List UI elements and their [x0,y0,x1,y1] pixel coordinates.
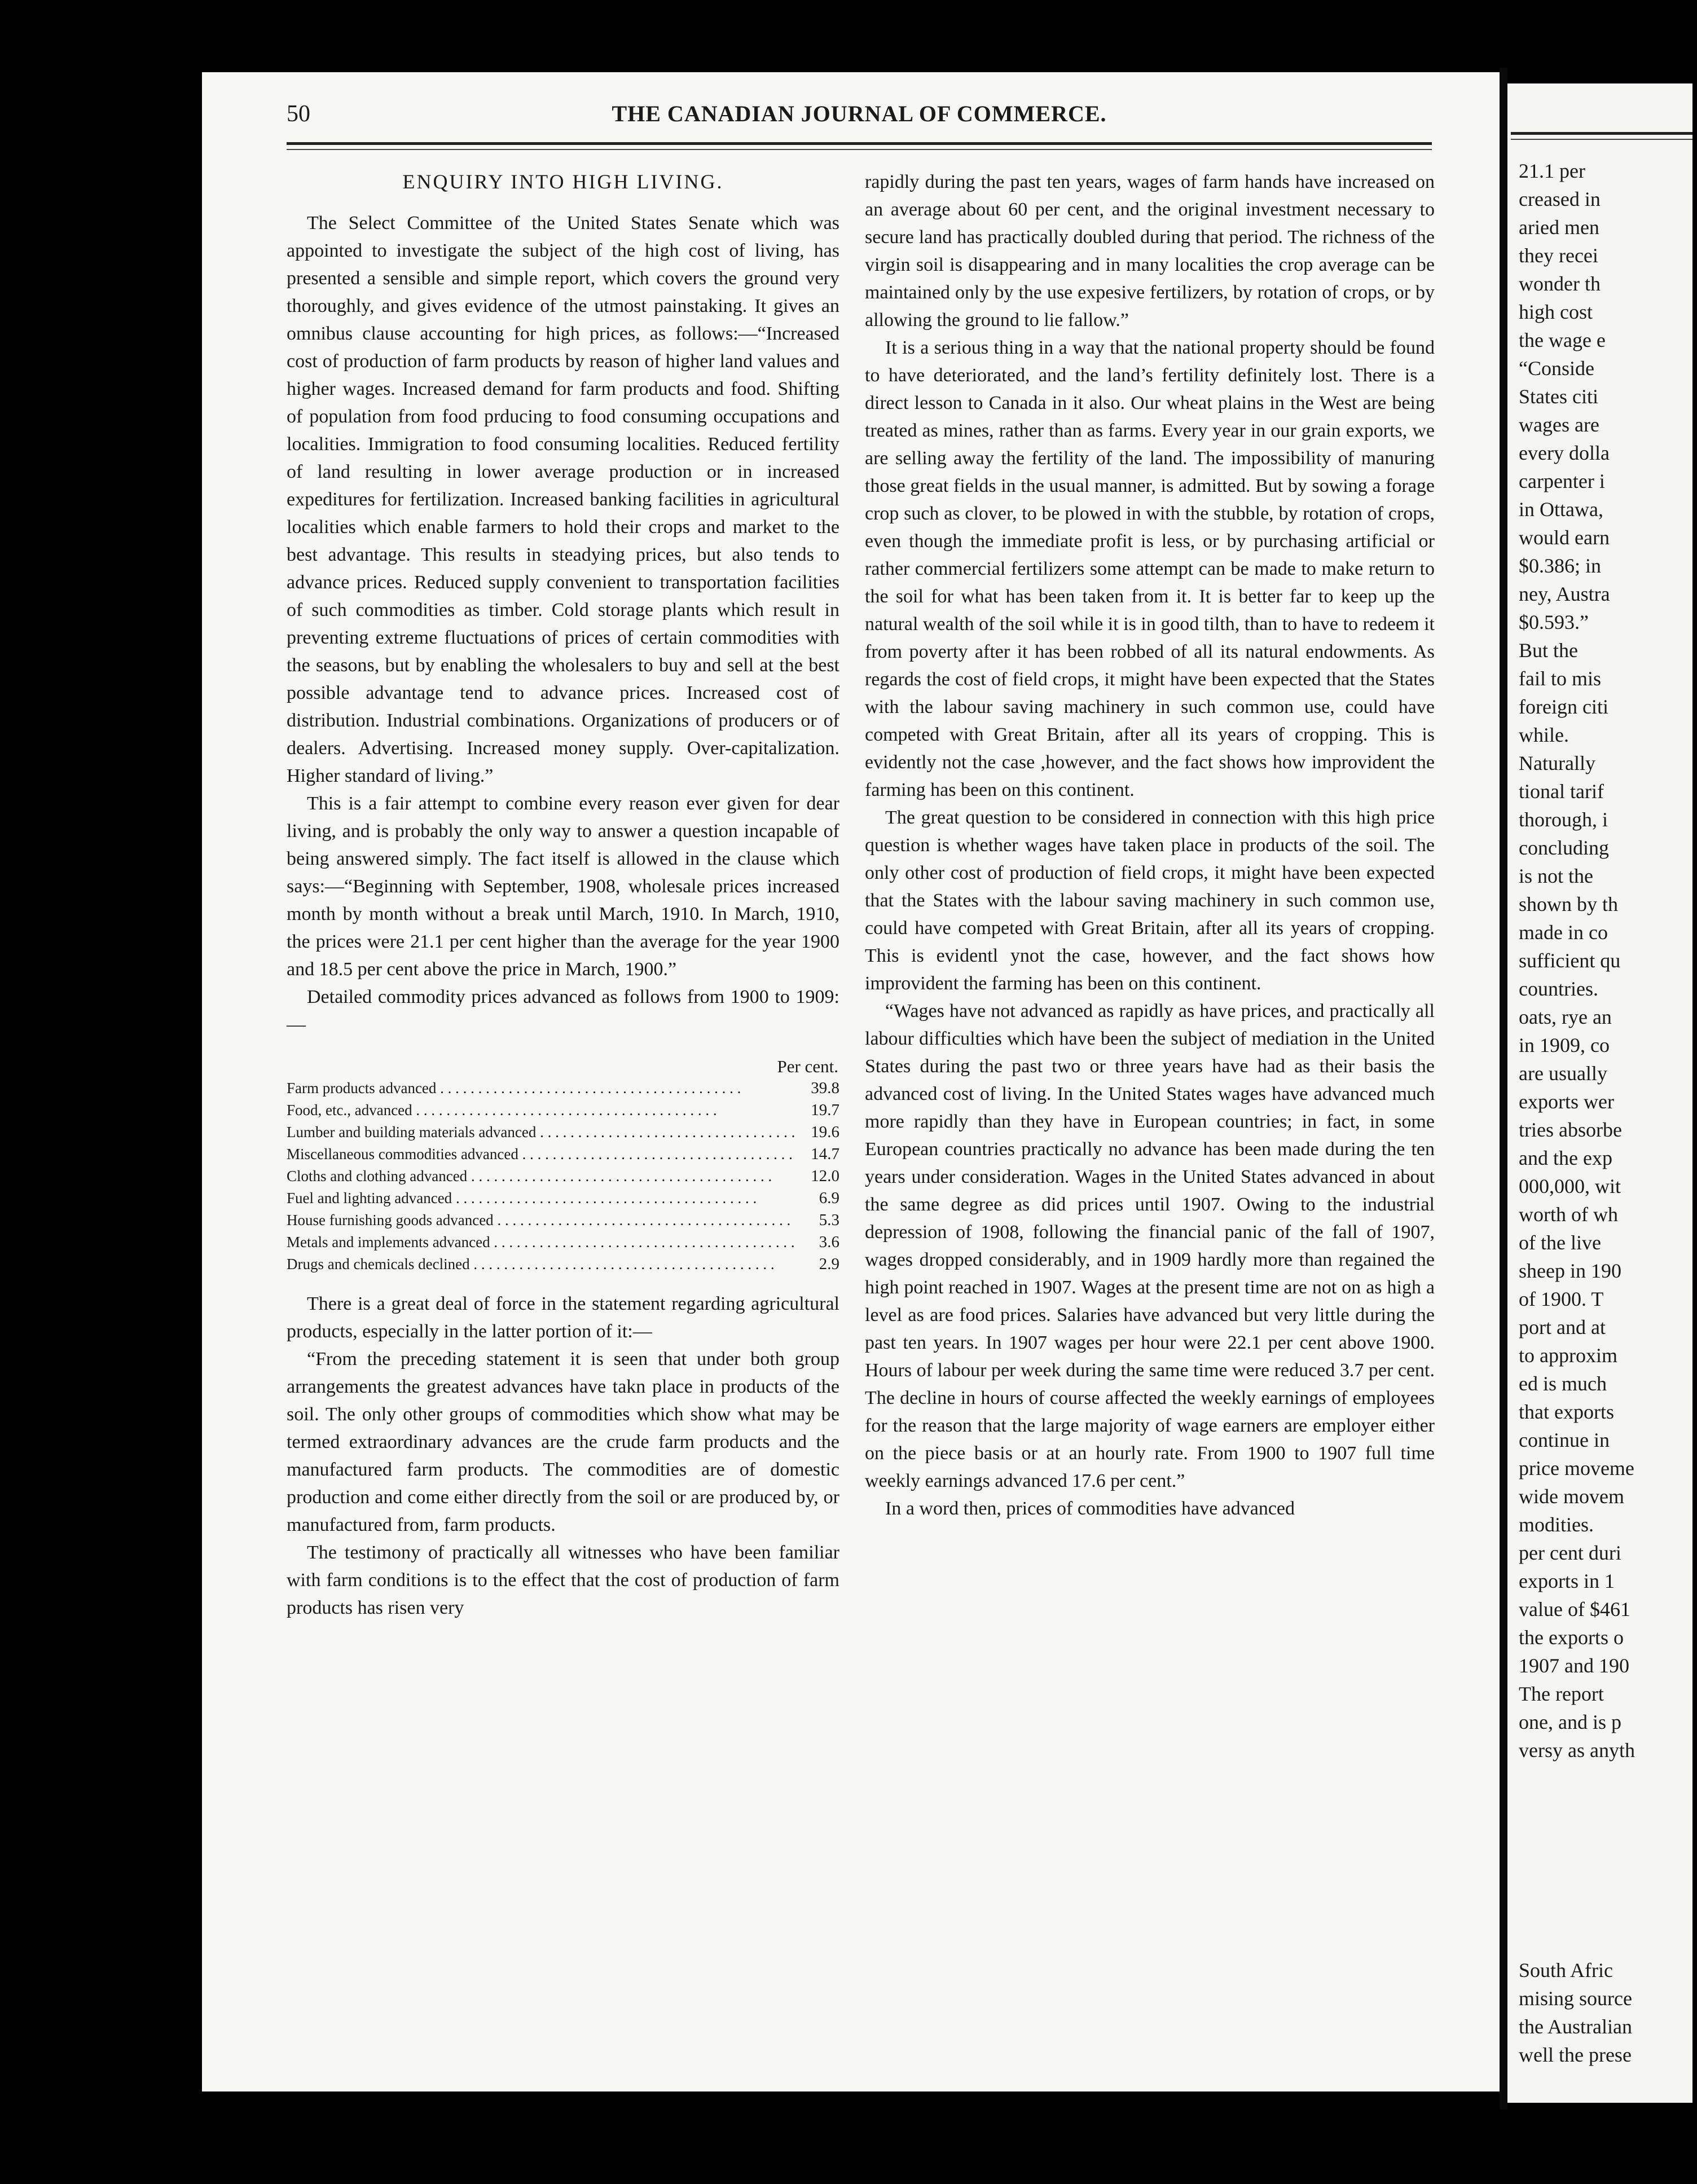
fragment-line: in Ottawa, [1519,498,1603,521]
table-row [287,1143,839,1165]
row-value: 5.3 [819,1211,839,1229]
fragment-line: Naturally [1519,752,1595,774]
fragment-line: wide movem [1519,1485,1624,1508]
fragment-line: shown by th [1519,893,1619,915]
fragment-line: But the [1519,639,1578,662]
row-label: Miscellaneous commodities advanced . . . [287,1143,794,1165]
fragment-line: is not the [1519,865,1593,887]
fragment-line: the wage e [1519,329,1606,351]
row-value: 14.7 [811,1145,839,1163]
row-label: Metals and implements advanced . . . [287,1231,794,1253]
paragraph: There is a great deal of force in the statement regarding agricultural products, especially in the latter portion of it:— [287,1293,839,1342]
fragment-line: continue in [1519,1429,1610,1451]
table-row [287,1099,839,1121]
fragment-line: port and at [1519,1316,1606,1338]
fragment-line: sheep in 190 [1519,1260,1621,1282]
row-value: 39.8 [811,1079,839,1097]
fragment-line: tional tarif [1519,780,1604,803]
fragment-line: 21.1 per [1519,160,1585,182]
row-value: 19.6 [811,1123,839,1141]
next-page-top-lines [1519,157,1697,1764]
row-label: Fuel and lighting advanced . . . [287,1187,794,1209]
fragment-line: foreign citi [1519,695,1608,718]
page-edge [1692,0,1697,2184]
fragment-line: fail to mis [1519,667,1601,690]
paragraph: rapidly during the past ten years, wages of farm hands have increased on an average about 60 per cent, and the original investment necessary to secure land has practically doubled during that period. The richness of the virgin soil is disappearing and in many localities the crop average can be maintained only by the use expesive fertilizers, by rotation of crops, or by allowing the ground to lie fallow.” [865,171,1435,331]
fragment-line: countries. [1519,977,1598,1000]
row-label: Drugs and chemicals declined . . . [287,1253,794,1275]
row-value: 2.9 [819,1255,839,1273]
next-page-bottom-lines [1519,1956,1697,2069]
fragment-line: mising source [1519,1987,1632,2010]
table-row [287,1187,839,1209]
row-value: 19.7 [811,1101,839,1119]
fragment-line: would earn [1519,526,1610,549]
paragraph: The Select Committee of the United States Senate which was appointed to investigate the subject of the high cost of living, has presented a sensible and simple report, which covers the ground very thoroughly, and gives evidence of the utmost painstaking. It gives an omnibus clause accounting for high prices, as follows:—“Increased cost of production of farm products by reason of higher land values and higher wages. Increased demand for farm products and food. Shifting of population from food prducing to food consuming occupations and localities. Immigration to food consuming localities. Reduced fertility of land resulting in lower average production or in increased expeditures for fertilization. Increased banking facilities in agricultural localities which enable farmers to hold their crops and market to the best advantage. This results in steadying prices, but also tends to advance prices. Reduced supply convenient to transportation facilities of such commodities as timber. Cold storage plants which result in preventing extreme fluctuations of prices of certain commodities with the seasons, but by enabling the wholesalers to buy and sell at the best possible advantage tend to advance prices. Increased cost of distribution. Industrial combinations. Organizations of producers or of dealers. Advertising. Increased money supply. Over-capitalization. Higher standard of living.” [287,213,839,786]
fragment-line: concluding [1519,836,1609,859]
fragment-line: “Conside [1519,357,1594,380]
fragment-line: thorough, i [1519,808,1608,831]
table-row [287,1231,839,1253]
table-row [287,1121,839,1143]
journal-title: THE CANADIAN JOURNAL OF COMMERCE. [612,101,1107,126]
paragraph: “From the preceding statement it is seen that under both group arrangements the greatest advances have takn place in products of the soil. The only other groups of commodities which show what may be termed extraordinary advances are the crude farm products and the manufactured farm products. The commodities are of domestic production and come either directly from the soil or are produced by, or manufactured from, farm products. [287,1349,839,1535]
article-title: ENQUIRY INTO HIGH LIVING. [402,170,724,193]
fragment-line: States citi [1519,385,1598,408]
paragraph: The great question to be considered in connection with this high price question is whether wages have taken place in products of the soil. The only other cost of production of field crops, it might have been expected that the States with the labour saving machinery in such common use, could have competed with Great Britain, after all its years of cropping. This is evidentl ynot the case, however, and the fact shows how improvident the farming has been on this continent. [865,807,1435,994]
paragraph: This is a fair attempt to combine every reason ever given for dear living, and is probably the only way to answer a question incapable of being answered simply. The fact itself is allowed in the clause which says:—“Beginning with September, 1908, wholesale prices increased month by month without a break until March, 1910. In March, 1910, the prices were 21.1 per cent higher than the average for the year 1900 and 18.5 per cent above the price in March, 1900.” [287,793,839,980]
fragment-line: to approxim [1519,1344,1617,1367]
fragment-line: well the prese [1519,2044,1632,2066]
fragment-line: 000,000, wit [1519,1175,1621,1197]
fragment-line: of the live [1519,1231,1601,1254]
fragment-line: exports wer [1519,1090,1614,1113]
table-header: Per cent. [777,1056,838,1076]
next-page-fragment [1507,83,1697,2103]
left-column [287,168,839,1622]
row-label: Farm products advanced . . . [287,1077,794,1099]
header-rule-thin [287,149,1432,150]
row-label: Lumber and building materials advanced . . . [287,1121,794,1143]
page-header [287,100,1432,140]
fragment-line: every dolla [1519,442,1610,464]
row-label: House furnishing goods advanced . . . [287,1209,794,1231]
fragment-line: sufficient qu [1519,949,1621,972]
fragment-line: aried men [1519,216,1599,239]
middle-column [865,168,1435,1522]
row-value: 6.9 [819,1189,839,1207]
fragment-line: they recei [1519,244,1598,267]
fragment-line: one, and is p [1519,1711,1621,1733]
fragment-line: oats, rye an [1519,1006,1612,1028]
paragraph: Detailed commodity prices advanced as follows from 1900 to 1909:— [287,987,839,1035]
page-number: 50 [287,101,310,127]
commodity-price-table [287,1055,839,1275]
fragment-line: price moveme [1519,1457,1634,1480]
fragment-line: creased in [1519,188,1601,210]
fragment-line: modities. [1519,1513,1594,1536]
fragment-line: ed is much [1519,1372,1607,1395]
table-row [287,1253,839,1275]
fragment-line: The report [1519,1683,1604,1705]
fragment-line: per cent duri [1519,1542,1621,1564]
fragment-line: value of $461 [1519,1598,1630,1621]
paragraph: In a word then, prices of commodities have advanced [885,1498,1295,1519]
fragment-line: of 1900. T [1519,1288,1604,1310]
fragment-line: tries absorbe [1519,1119,1622,1141]
fragment-line: worth of wh [1519,1203,1618,1226]
fragment-line: $0.593.” [1519,611,1589,633]
fragment-line: South Afric [1519,1959,1613,1982]
page-gutter [1500,68,1507,2110]
fragment-line: wages are [1519,413,1599,436]
row-label: Cloths and clothing advanced . . . [287,1165,794,1187]
fragment-line: the Australian [1519,2015,1632,2038]
fragment-line: exports in 1 [1519,1570,1615,1592]
paragraph: The testimony of practically all witnesses who have been familiar with farm conditions is to the effect that the cost of production of farm products has risen very [287,1542,839,1618]
fragment-line: versy as anyth [1519,1739,1635,1762]
fragment-line: the exports o [1519,1626,1624,1649]
header-rule [1511,132,1697,135]
table-row [287,1165,839,1187]
fragment-line: high cost [1519,301,1593,323]
fragment-line: made in co [1519,921,1608,944]
fragment-line: and the exp [1519,1147,1612,1169]
table-row [287,1077,839,1099]
table-row [287,1209,839,1231]
row-value: 12.0 [811,1167,839,1185]
fragment-line: in 1909, co [1519,1034,1610,1056]
row-value: 3.6 [819,1233,839,1251]
fragment-line: while. [1519,724,1569,746]
fragment-line: carpenter i [1519,470,1605,492]
fragment-line: ney, Austra [1519,583,1610,605]
fragment-line: are usually [1519,1062,1607,1085]
fragment-line: that exports [1519,1401,1614,1423]
paragraph: It is a serious thing in a way that the national property should be found to have deteriorated, and the land’s fertility definitely lost. There is a direct lesson to Canada in it also. Our wheat plains in the West are being treated as mines, rather than as farms. Every year in our grain exports, we are selling away the fertility of the land. The impossibility of manuring those great fields in the usual manner, is admitted. But by sowing a forage crop such as clover, to be plowed in with the stubble, by rotation of crops, even though the immediate profit is less, or by purchasing artificial or rather commercial fertilizers some attempt can be made to make return to the soil for what has been taken from it. It is better far to keep up the natural wealth of the soil while it is in good tilth, than to have to redeem it from poverty after it has been robbed of all its natural endowments. As regards the cost of field crops, it might have been expected that the States with the labour saving machinery in such common use, could have competed with Great Britain, after all its years of cropping. This is evidently not the case ,however, and the fact shows how improvident the farming has been on this continent. [865,337,1435,800]
fragment-line: $0.386; in [1519,554,1602,577]
journal-page [202,72,1500,2091]
header-rule-thin [1511,139,1697,140]
header-rule [287,142,1432,145]
row-label: Food, etc., advanced . . . [287,1099,794,1121]
fragment-line: 1907 and 190 [1519,1654,1629,1677]
paragraph: “Wages have not advanced as rapidly as have prices, and practically all labour difficulties which have been the subject of mediation in the United States during the past two or three years have had as their basis the advanced cost of living. In the United States wages have advanced much more rapidly than they have in European countries; in fact, in some European countries practically no advance has been made during the ten years under consideration. Wages in the United States advanced in about the same degree as did prices until 1907. Owing to the industrial depression of 1908, following the financial panic of the fall of 1907, wages dropped considerably, and in 1909 hardly more than regained the high point reached in 1907. Wages at the present time are not on as high a level as are food prices. Salaries have advanced but very little during the past ten years. In 1907 wages per hour were 22.1 per cent above 1900. Hours of labour per week during the same time were reduced 3.7 per cent. The decline in hours of course affected the weekly earnings of employees for the reason that the large majority of wage earners are employer either on the piece basis or at an hourly rate. From 1900 to 1907 full time weekly earnings advanced 17.6 per cent.” [865,1001,1435,1491]
fragment-line: wonder th [1519,272,1601,295]
